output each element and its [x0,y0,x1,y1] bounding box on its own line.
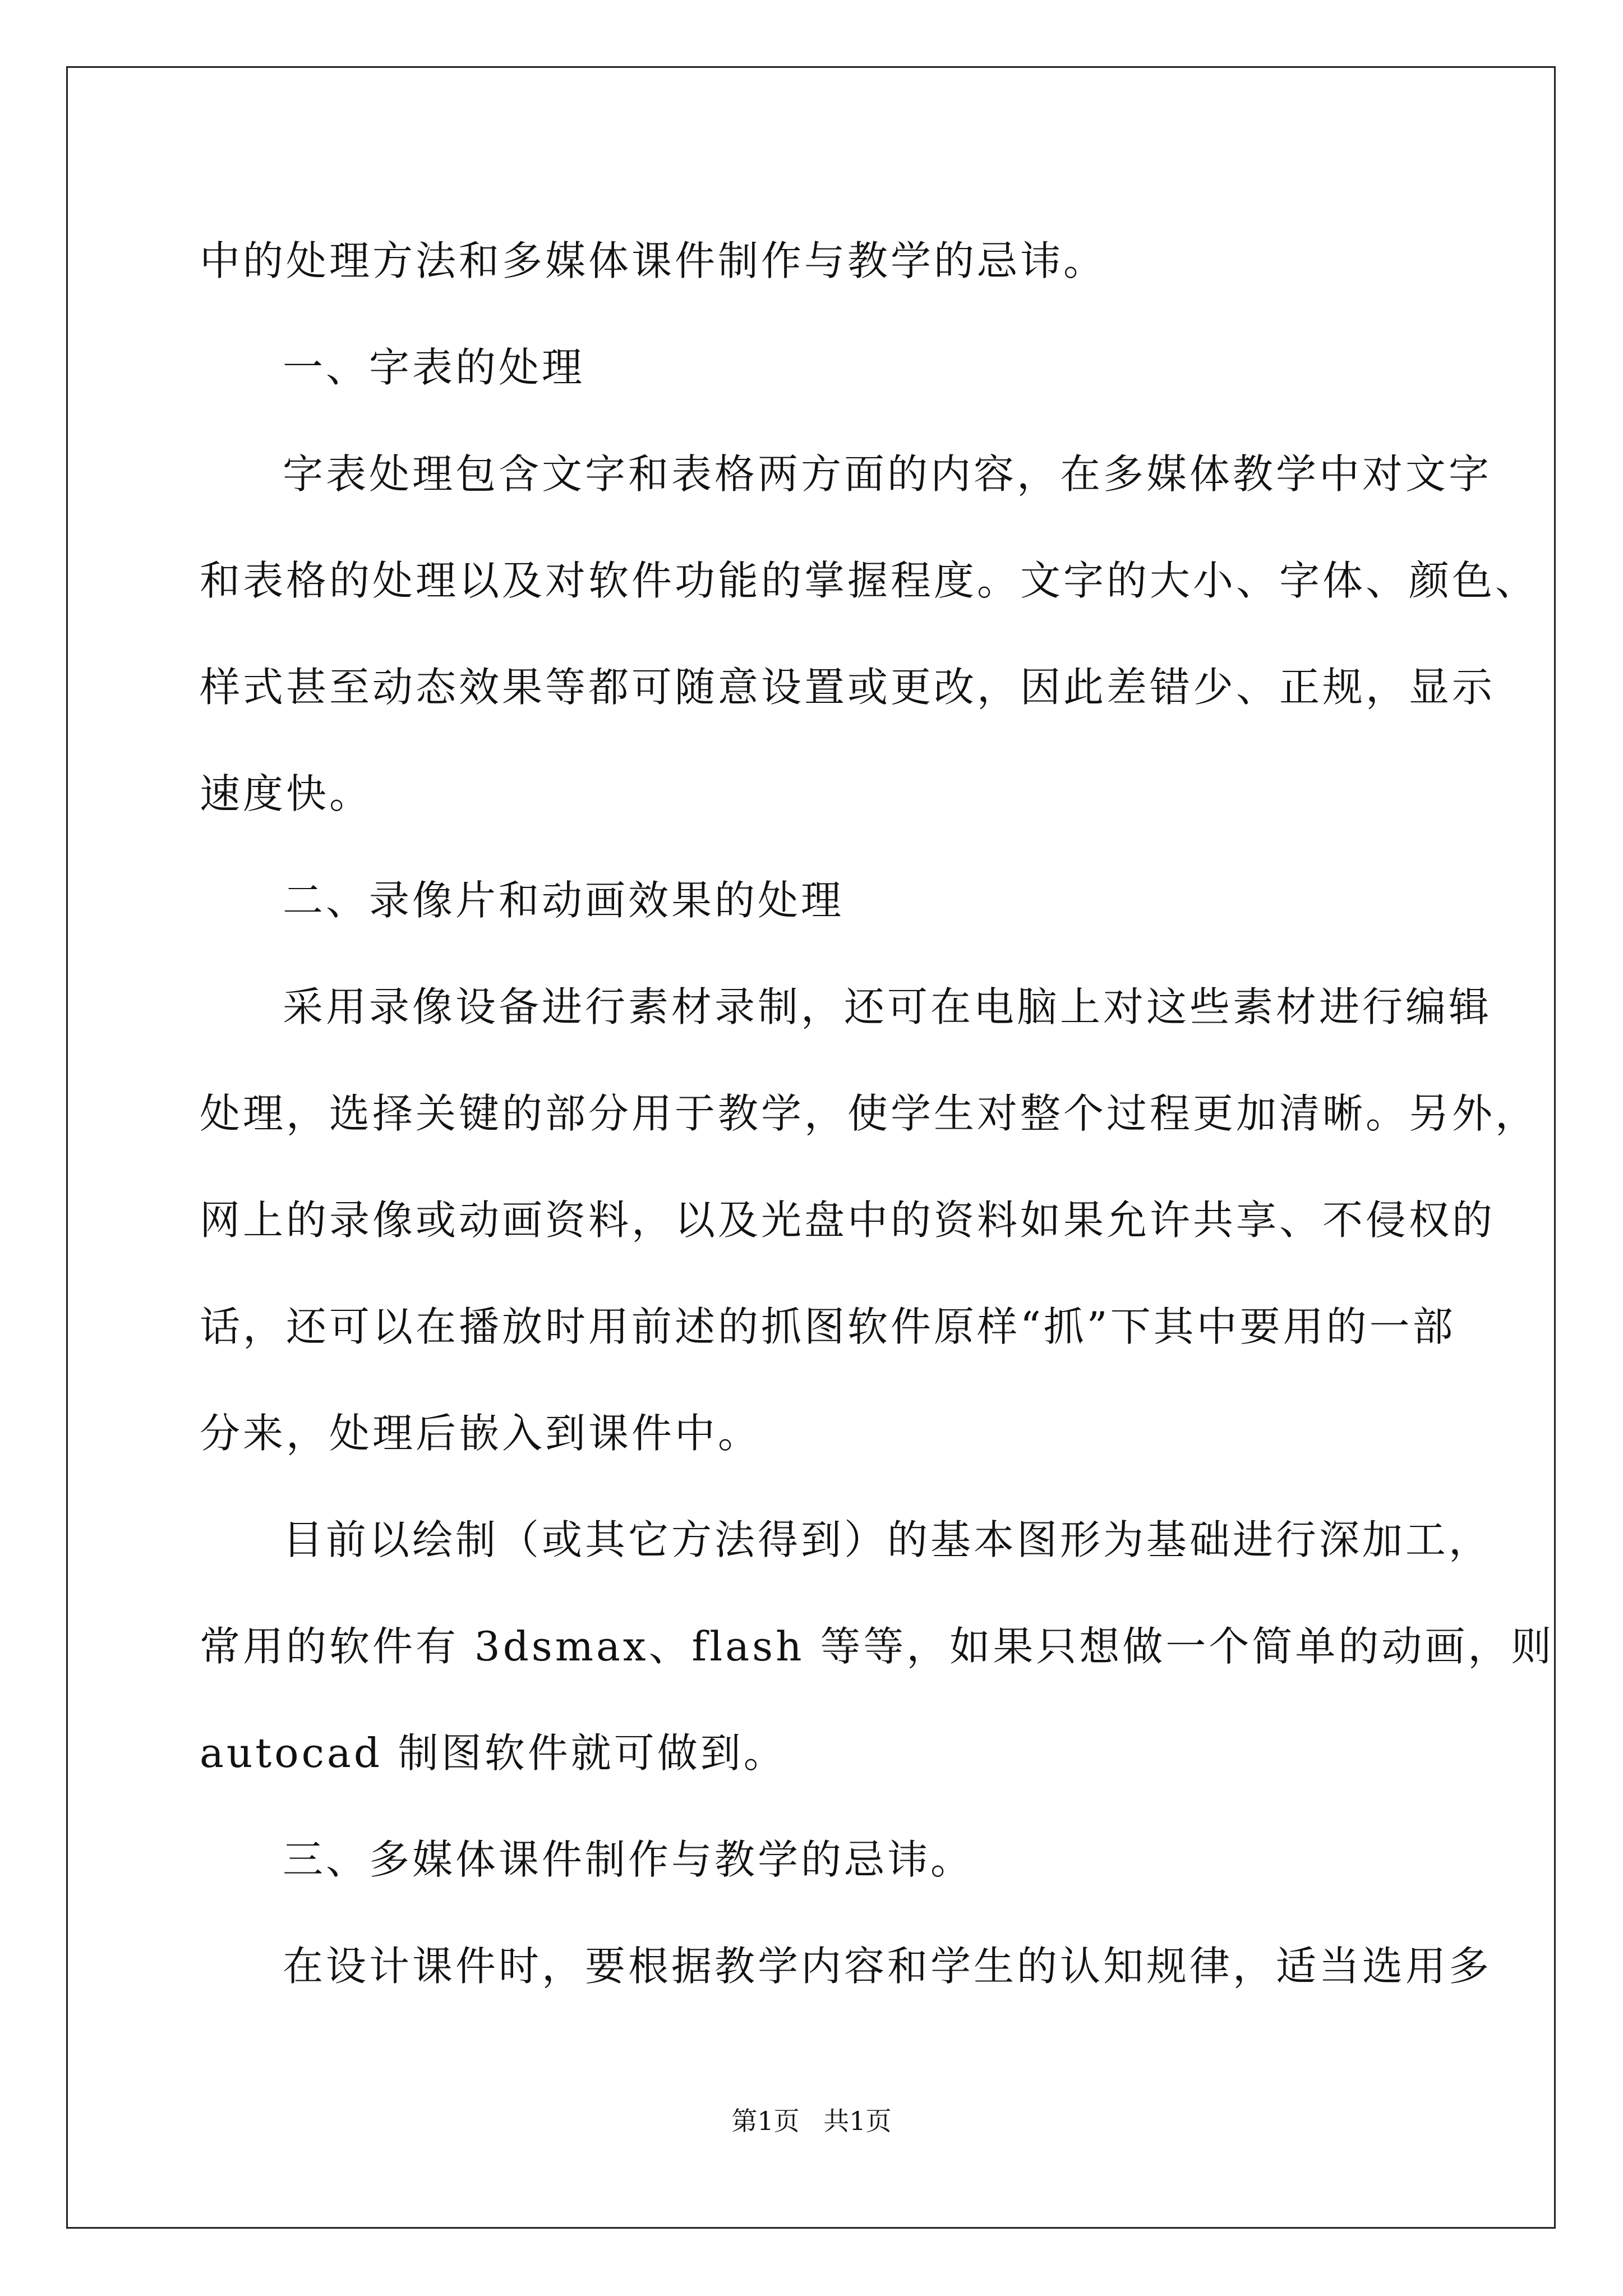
page-total: 共1页 [823,2106,892,2136]
section-heading: 一、字表的处理 [283,344,585,391]
text-line: 和表格的处理以及对软件功能的掌握程度。文字的大小、字体、颜色、 [200,557,1539,604]
text-line: 采用录像设备进行素材录制，还可在电脑上对这些素材进行编辑 [283,983,1492,1030]
page-number: 第1页 [731,2106,800,2136]
text-line: 话，还可以在播放时用前述的抓图软件原样“抓”下其中要用的一部 [200,1303,1456,1350]
text-line: 网上的录像或动画资料，以及光盘中的资料如果允许共享、不侵权的 [200,1197,1496,1244]
section-heading: 二、录像片和动画效果的处理 [283,877,845,924]
text-line: 常用的软件有 3dsmax、flash 等等，如果只想做一个简单的动画，则 [200,1623,1555,1670]
document-body [200,208,1555,2019]
text-line: 目前以绘制（或其它方法得到）的基本图形为基础进行深加工， [283,1516,1492,1563]
page-footer [0,2101,1623,2138]
text-line: 中的处理方法和多媒体课件制作与教学的忌讳。 [200,237,1107,284]
section-heading: 三、多媒体课件制作与教学的忌讳。 [283,1836,974,1883]
text-line: 字表处理包含文字和表格两方面的内容，在多媒体教学中对文字 [283,450,1492,498]
text-line: 速度快。 [200,770,373,817]
text-line: 分来，处理后嵌入到课件中。 [200,1410,762,1457]
text-line: 在设计课件时，要根据教学内容和学生的认知规律，适当选用多 [283,1943,1492,1990]
text-line: autocad 制图软件就可做到。 [200,1729,787,1777]
text-line: 处理，选择关键的部分用于教学，使学生对整个过程更加清晰。另外， [200,1090,1539,1137]
text-line: 样式甚至动态效果等都可随意设置或更改，因此差错少、正规，显示 [200,664,1496,711]
